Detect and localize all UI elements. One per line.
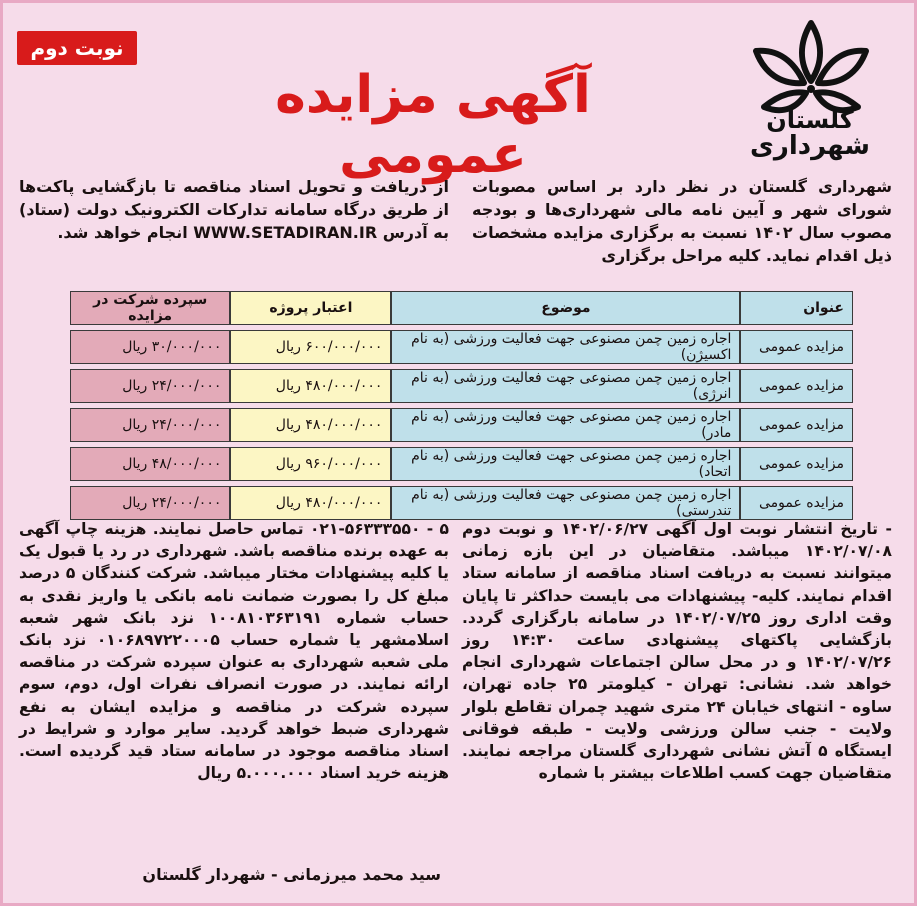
cell-subject: اجاره زمین چمن مصنوعی جهت فعالیت ورزشی (به نام مادر) (391, 408, 740, 442)
cell-subject: اجاره زمین چمن مصنوعی جهت فعالیت ورزشی (به نام تندرستی) (391, 486, 740, 520)
signature: سید محمد میرزمانی - شهردار گلستان (142, 865, 441, 884)
cell-title: مزایده عمومی (740, 408, 853, 442)
details-paragraph-left: ۵ - ۰۲۱-۵۶۳۳۳۵۵۰ تماس حاصل نمایند. هزینه چاپ آگهی به عهده برنده مناقصه باشد. شهرداری در رد یا قبول یک یا کلیه پیشنهادات مختار میباشد. شرکت کنندگان ۵ درصد مبلغ کل را بصورت ضمانت نامه بانکی یا واریز نقدی به حساب شماره ۱۰۰۸۱۰۳۶۳۱۹۱ نزد بانک شهر شعبه اسلامشهر یا شماره حساب ۰۱۰۶۸۹۷۲۲۰۰۰۵ نزد بانک ملی شعبه شهرداری به عنوان سپرده شرکت در مناقصه ارائه نمایند. در صورت انصراف نفرات اول، دوم، سوم سپرده شرکت در مناقصه و مزایده ایشان به نفع شهرداری ضبط خواهد گردید. سایر موارد و شرایط در اسناد مناقصه موجود در سامانه ستاد قید گردیده است. هزینه خرید اسناد ۵.۰۰۰.۰۰۰ ریال (19, 520, 449, 783)
details-paragraph-right: - تاریخ انتشار نوبت اول آگهی ۱۴۰۲/۰۶/۲۷ و نوبت دوم ۱۴۰۲/۰۷/۰۸ میباشد. متقاضیان در این بازه زمانی میتوانند نسبت به دریافت اسناد مناقصه از سامانه ستاد اقدام نمایند. کلیه- پیشنهادات می بایست حداکثر تا پایان وقت اداری روز ۱۴۰۲/۰۷/۲۵ در سامانه بارگزاری گردد. بازگشایی پاکتهای پیشنهادی ساعت ۱۴:۳۰ روز ۱۴۰۲/۰۷/۲۶ و در محل سالن اجتماعات شهرداری انجام خواهد شد. نشانی: تهران - کیلومتر ۲۵ جاده تهران، ساوه - انتهای خیابان ۲۴ متری شهید چمران تقاطع بلوار ولایت - جنب سالن ورزشی ولایت - طبقه فوقانی ایستگاه ۵ آتش نشانی شهرداری گلستان مراجعه نمایند. متقاضیان جهت کسب اطلاعات بیشتر با شماره (462, 520, 893, 783)
cell-deposit: ۳۰/۰۰۰/۰۰۰ ریال (70, 330, 230, 364)
logo-text (730, 107, 890, 159)
table-header-row (70, 291, 853, 325)
logo-city-name: گلستان (766, 106, 854, 134)
cell-title: مزایده عمومی (740, 486, 853, 520)
cell-deposit: ۲۴/۰۰۰/۰۰۰ ریال (70, 408, 230, 442)
cell-title: مزایده عمومی (740, 330, 853, 364)
header-deposit: سپرده شرکت در مزایده (70, 291, 230, 325)
edition-badge: نوبت دوم (17, 31, 137, 65)
cell-credit: ۴۸۰/۰۰۰/۰۰۰ ریال (230, 408, 391, 442)
table-row (70, 408, 853, 442)
header-title: عنوان (740, 291, 853, 325)
auction-table (70, 286, 853, 525)
table-row (70, 486, 853, 520)
header-subject: موضوع (391, 291, 740, 325)
cell-deposit: ۴۸/۰۰۰/۰۰۰ ریال (70, 447, 230, 481)
cell-title: مزایده عمومی (740, 447, 853, 481)
cell-credit: ۴۸۰/۰۰۰/۰۰۰ ریال (230, 486, 391, 520)
cell-credit: ۹۶۰/۰۰۰/۰۰۰ ریال (230, 447, 391, 481)
cell-subject: اجاره زمین چمن مصنوعی جهت فعالیت ورزشی (به نام انرژی) (391, 369, 740, 403)
intro-paragraph-right: شهرداری گلستان در نظر دارد بر اساس مصوبات شورای شهر و آیین نامه مالی شهرداری‌ها و بودجه مصوب سال ۱۴۰۲ نسبت به برگزاری مزایده مشخصات ذیل اقدام نماید. کلیه مراحل برگزاری (472, 177, 892, 265)
page-title: آگهی مزایده عمومی (275, 65, 591, 185)
table-row (70, 369, 853, 403)
cell-subject: اجاره زمین چمن مصنوعی جهت فعالیت ورزشی (به نام اکسیژن) (391, 330, 740, 364)
cell-deposit: ۲۴/۰۰۰/۰۰۰ ریال (70, 486, 230, 520)
cell-credit: ۶۰۰/۰۰۰/۰۰۰ ریال (230, 330, 391, 364)
cell-title: مزایده عمومی (740, 369, 853, 403)
cell-credit: ۴۸۰/۰۰۰/۰۰۰ ریال (230, 369, 391, 403)
logo-municipality: شهرداری (750, 131, 870, 161)
cell-subject: اجاره زمین چمن مصنوعی جهت فعالیت ورزشی (به نام اتحاد) (391, 447, 740, 481)
intro-paragraph-left: از دریافت و تحویل اسناد مناقصه تا بازگشایی پاکت‌ها از طریق درگاه سامانه تدارکات الکترونیک دولت (ستاد) به آدرس WWW.SETADIRAN.IR انجام خواهد شد. (19, 177, 449, 242)
header-credit: اعتبار پروژه (230, 291, 391, 325)
table-row (70, 447, 853, 481)
table-row (70, 330, 853, 364)
cell-deposit: ۲۴/۰۰۰/۰۰۰ ریال (70, 369, 230, 403)
